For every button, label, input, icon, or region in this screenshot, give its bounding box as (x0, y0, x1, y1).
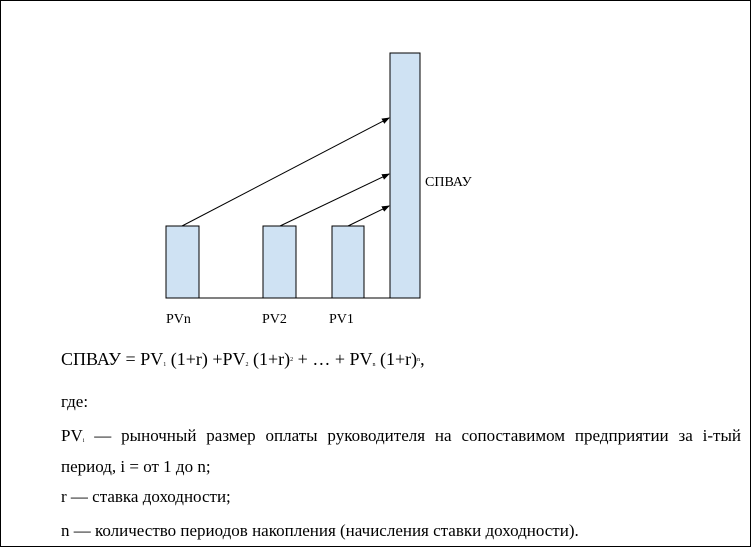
arrow-pv2 (280, 174, 389, 226)
definition-pvi: $PV_i$ — рыночный размер оплаты руководителя на сопоставимом предприятии за i-тый период, i = от 1 до n; (61, 426, 741, 476)
definition-r: r — ставка доходности; (61, 487, 231, 506)
bar-pv1 (332, 226, 364, 298)
arrow-pv1 (348, 206, 389, 226)
bar-pv2 (263, 226, 296, 298)
label-pvn: PVn (166, 312, 191, 327)
where-label: где: (61, 392, 89, 411)
label-pv2: PV2 (262, 312, 287, 327)
label-spvau: СПВАУ (425, 175, 472, 190)
label-pv1: PV1 (329, 312, 354, 327)
bar-pvn (166, 226, 199, 298)
definition-n: n — количество периодов накопления (начисления ставки доходности). (61, 521, 579, 540)
bar-spvau (390, 53, 420, 298)
arrow-pvn (182, 118, 389, 226)
formula: СПВАУ = $PV_1$ $(1+r) +PV_2$ $(1+r)^2$ + … + $PV_n$ $(1+r)^n$, (61, 349, 425, 369)
